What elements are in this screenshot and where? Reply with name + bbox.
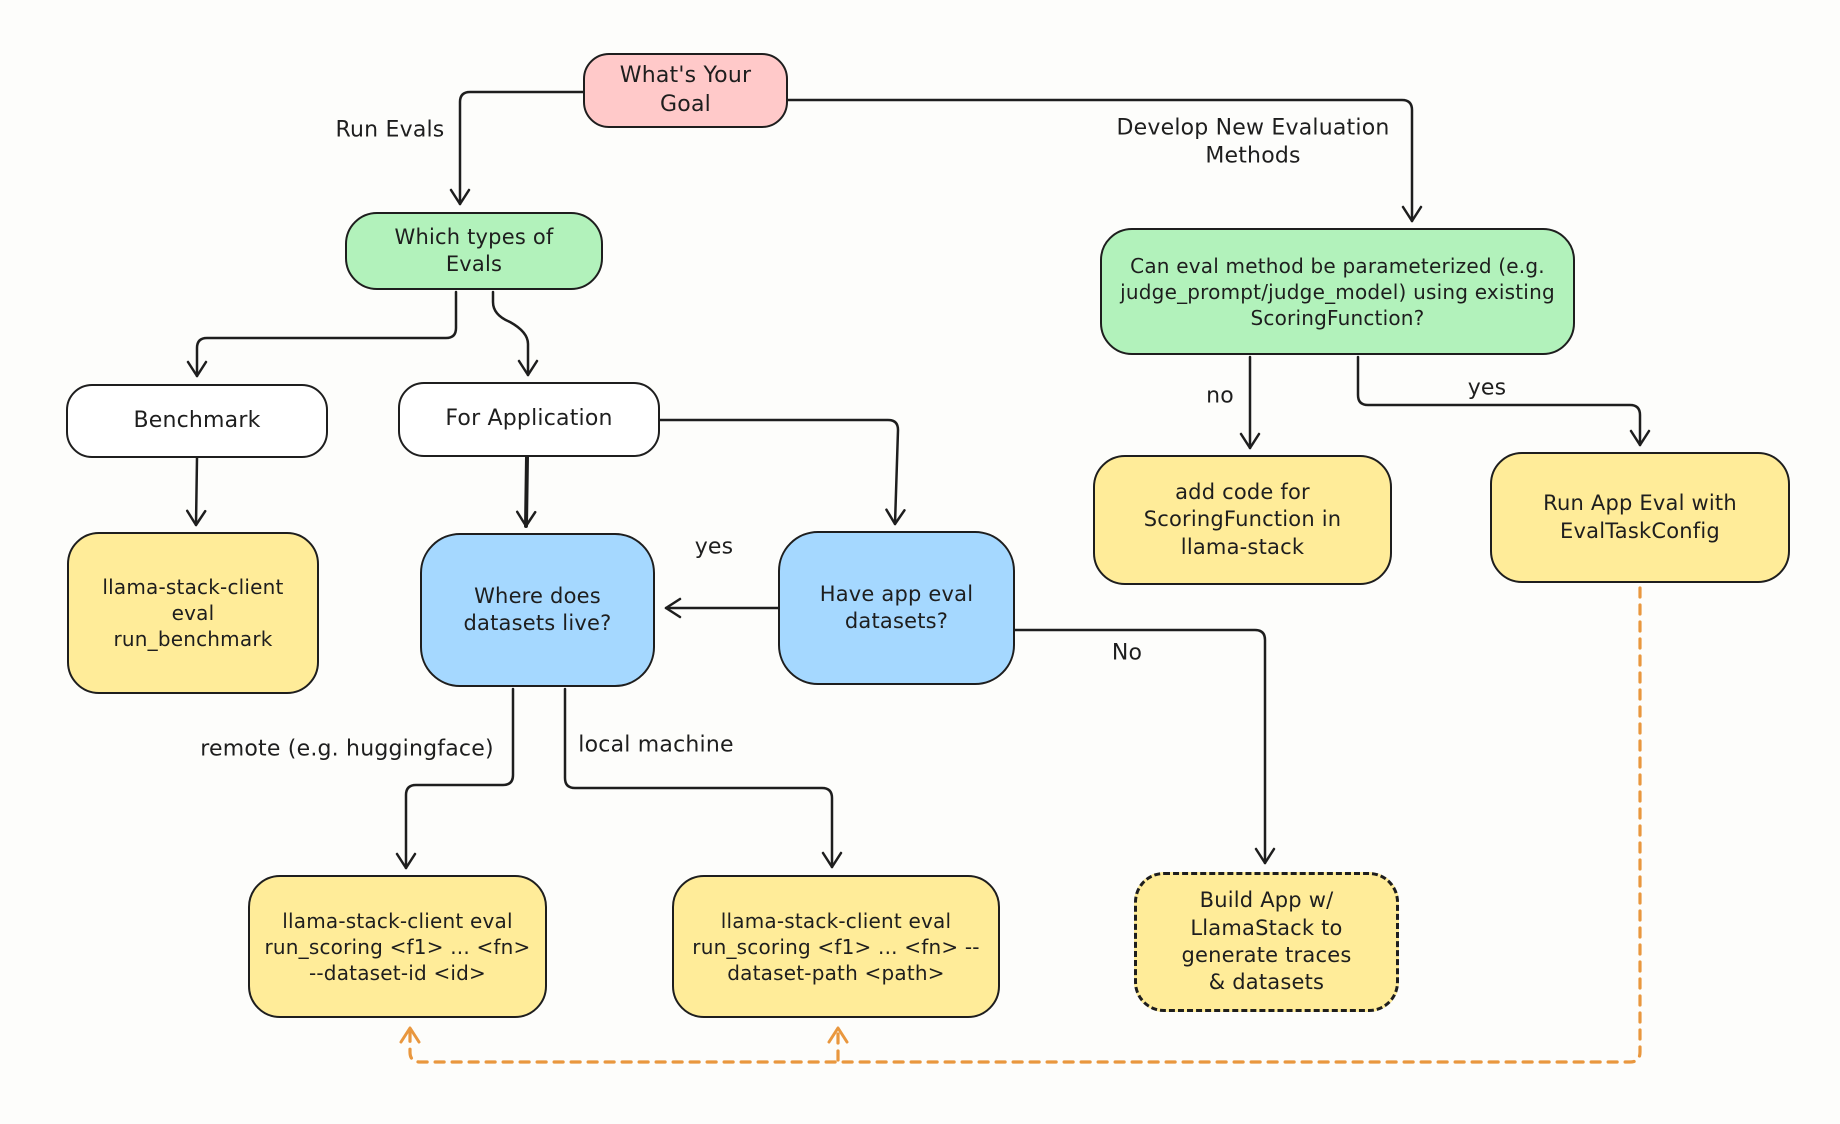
edge-label-local-machine: local machine xyxy=(578,732,734,758)
edge-label-no-have-datasets: No xyxy=(1111,640,1143,666)
node-add-code-for-scoring-function-label: add code for ScoringFunction in llama-stack xyxy=(1143,480,1342,559)
node-which-types-of-evals xyxy=(345,212,603,290)
node-build-app-with-llamastack xyxy=(1134,872,1399,1012)
node-can-eval-method-be-parameterized xyxy=(1100,228,1575,355)
node-run-app-eval-with-evaltaskconfig xyxy=(1490,452,1790,583)
edge-label-run-evals: Run Evals xyxy=(335,117,445,143)
node-which-types-of-evals-label: Which types of Evals xyxy=(394,224,554,276)
edge-which-to-for-application xyxy=(493,292,528,375)
edge-for-application-to-where xyxy=(526,457,527,526)
node-build-app-with-llamastack-label: Build App w/ LlamaStack to generate traces & datasets xyxy=(1181,888,1352,995)
edge-label-yes-have-datasets: yes xyxy=(694,534,734,560)
node-where-does-datasets-live xyxy=(420,533,655,687)
edge-label-remote-huggingface: remote (e.g. huggingface) xyxy=(200,736,494,762)
edge-label-no-parameterize: no xyxy=(1206,383,1234,409)
edge-for-application-to-have xyxy=(660,420,898,524)
node-can-eval-method-be-parameterized-label: Can eval method be parameterized (e.g. judge_prompt/judge_model) using existing ScoringFunction? xyxy=(1120,253,1555,330)
node-have-app-eval-datasets-label: Have app eval datasets? xyxy=(819,581,974,633)
edge-where-to-scoring-id xyxy=(406,689,513,868)
node-run-scoring-dataset-path-command xyxy=(672,875,1000,1018)
edge-label-develop-new-evaluation-methods: Develop New Evaluation Methods xyxy=(1116,115,1390,168)
node-whats-your-goal-label: What's Your Goal xyxy=(619,62,752,117)
node-benchmark-label: Benchmark xyxy=(133,407,261,433)
edge-label-yes-parameterize: yes xyxy=(1467,375,1507,401)
node-where-does-datasets-live-label: Where does datasets live? xyxy=(463,583,612,635)
node-benchmark xyxy=(66,384,328,458)
node-whats-your-goal xyxy=(583,53,788,128)
node-run-app-eval-with-evaltaskconfig-label: Run App Eval with EvalTaskConfig xyxy=(1543,491,1737,543)
node-run-scoring-dataset-path-command-label: llama-stack-client eval run_scoring <f1> ... <fn> --dataset-path <path> xyxy=(692,908,980,985)
edge-which-to-benchmark xyxy=(197,292,456,376)
node-run-scoring-dataset-id-command-label: llama-stack-client eval run_scoring <f1> ... <fn> --dataset-id <id> xyxy=(264,908,531,985)
node-add-code-for-scoring-function xyxy=(1093,455,1392,585)
edge-where-to-scoring-path xyxy=(565,689,832,867)
node-have-app-eval-datasets xyxy=(778,531,1015,685)
edge-goal-to-which-types xyxy=(460,92,583,204)
node-run-benchmark-command-label: llama-stack-client eval run_benchmark xyxy=(102,575,284,651)
node-run-benchmark-command xyxy=(67,532,319,694)
node-for-application xyxy=(398,382,660,457)
edge-benchmark-to-run-benchmark xyxy=(196,458,197,525)
node-for-application-label: For Application xyxy=(445,406,613,432)
node-run-scoring-dataset-id-command xyxy=(248,875,547,1018)
